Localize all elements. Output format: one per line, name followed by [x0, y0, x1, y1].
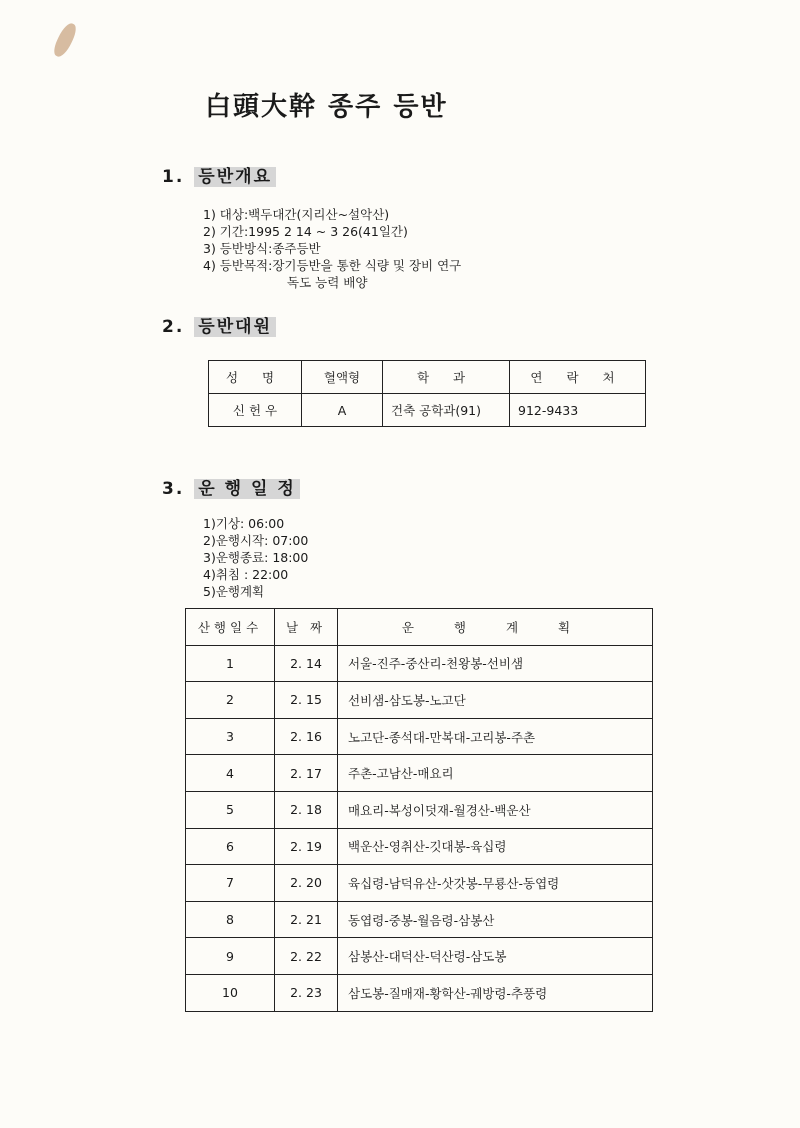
section1-heading — [162, 162, 276, 187]
section1-item: 독도 능력 배양 — [287, 275, 368, 290]
plan-cell: 주촌-고남산-매요리 — [338, 755, 653, 792]
day-cell: 8 — [186, 901, 275, 938]
section3-list — [203, 515, 308, 600]
table-row — [186, 718, 653, 755]
date-cell: 2. 21 — [275, 901, 338, 938]
date-cell: 2. 16 — [275, 718, 338, 755]
section2-heading — [162, 312, 276, 337]
header-date: 날 짜 — [275, 609, 338, 646]
section1-item: 2) 기간:1995 2 14 ~ 3 26(41일간) — [203, 224, 408, 239]
table-row — [209, 394, 646, 427]
header-plan: 운 행 계 획 — [338, 609, 653, 646]
day-cell: 5 — [186, 791, 275, 828]
table-row — [186, 755, 653, 792]
member-department: 건축 공학과(91) — [383, 394, 510, 427]
plan-cell: 삼봉산-대덕산-덕산령-삼도봉 — [338, 938, 653, 975]
header-blood-type: 혈액형 — [302, 361, 383, 394]
day-cell: 6 — [186, 828, 275, 865]
date-cell: 2. 23 — [275, 974, 338, 1011]
table-row — [186, 974, 653, 1011]
date-cell: 2. 22 — [275, 938, 338, 975]
day-cell: 1 — [186, 645, 275, 682]
plan-cell: 삼도봉-질매재-황학산-궤방령-추풍령 — [338, 974, 653, 1011]
section3-heading — [162, 474, 300, 499]
day-cell: 2 — [186, 682, 275, 719]
plan-cell: 백운산-영취산-깃대봉-육십령 — [338, 828, 653, 865]
section3-number: 3. — [162, 479, 185, 499]
date-cell: 2. 20 — [275, 865, 338, 902]
day-cell: 4 — [186, 755, 275, 792]
section3-item: 4)취침 : 22:00 — [203, 567, 289, 582]
member-name: 신 헌 우 — [209, 394, 302, 427]
section1-title: 등반개요 — [194, 167, 276, 187]
header-name: 성 명 — [209, 361, 302, 394]
day-cell: 10 — [186, 974, 275, 1011]
plan-cell: 노고단-종석대-만복대-고리봉-주촌 — [338, 718, 653, 755]
plan-cell: 선비샘-삼도봉-노고단 — [338, 682, 653, 719]
plan-cell: 매요리-복성이덧재-월경산-백운산 — [338, 791, 653, 828]
date-cell: 2. 17 — [275, 755, 338, 792]
header-department: 학 과 — [383, 361, 510, 394]
member-contact: 912-9433 — [510, 394, 646, 427]
header-day: 산행일수 — [186, 609, 275, 646]
plan-cell: 동엽령-중봉-월음령-삼봉산 — [338, 901, 653, 938]
paper-stain — [51, 21, 79, 60]
table-row — [186, 682, 653, 719]
table-row — [186, 645, 653, 682]
plan-cell: 서울-진주-중산리-천왕봉-선비샘 — [338, 645, 653, 682]
table-header-row — [186, 609, 653, 646]
section3-item: 5)운행계획 — [203, 584, 265, 599]
table-row — [186, 901, 653, 938]
header-contact: 연 락 처 — [510, 361, 646, 394]
table-row — [186, 865, 653, 902]
day-cell: 3 — [186, 718, 275, 755]
section1-list — [203, 206, 461, 291]
section3-item: 2)운행시작: 07:00 — [203, 533, 309, 548]
section3-title: 운 행 일 정 — [194, 479, 299, 499]
table-row — [186, 938, 653, 975]
section2-title: 등반대원 — [194, 317, 276, 337]
day-cell: 9 — [186, 938, 275, 975]
section3-item: 1)기상: 06:00 — [203, 516, 285, 531]
section1-number: 1. — [162, 167, 185, 187]
date-cell: 2. 18 — [275, 791, 338, 828]
schedule-table — [185, 608, 653, 1012]
member-table — [208, 360, 646, 427]
date-cell: 2. 15 — [275, 682, 338, 719]
section2-number: 2. — [162, 317, 185, 337]
table-row — [186, 791, 653, 828]
day-cell: 7 — [186, 865, 275, 902]
date-cell: 2. 19 — [275, 828, 338, 865]
member-blood-type: A — [302, 394, 383, 427]
section1-item: 4) 등반목적:장기등반을 통한 식량 및 장비 연구 — [203, 258, 462, 273]
table-header-row — [209, 361, 646, 394]
table-row — [186, 828, 653, 865]
section3-item: 3)운행종료: 18:00 — [203, 550, 309, 565]
plan-cell: 육십령-남덕유산-삿갓봉-무룡산-동엽령 — [338, 865, 653, 902]
document-title: 白頭大幹 종주 등반 — [205, 92, 448, 122]
section1-item: 3) 등반방식:종주등반 — [203, 241, 321, 256]
date-cell: 2. 14 — [275, 645, 338, 682]
section1-item: 1) 대상:백두대간(지리산~설악산) — [203, 207, 390, 222]
